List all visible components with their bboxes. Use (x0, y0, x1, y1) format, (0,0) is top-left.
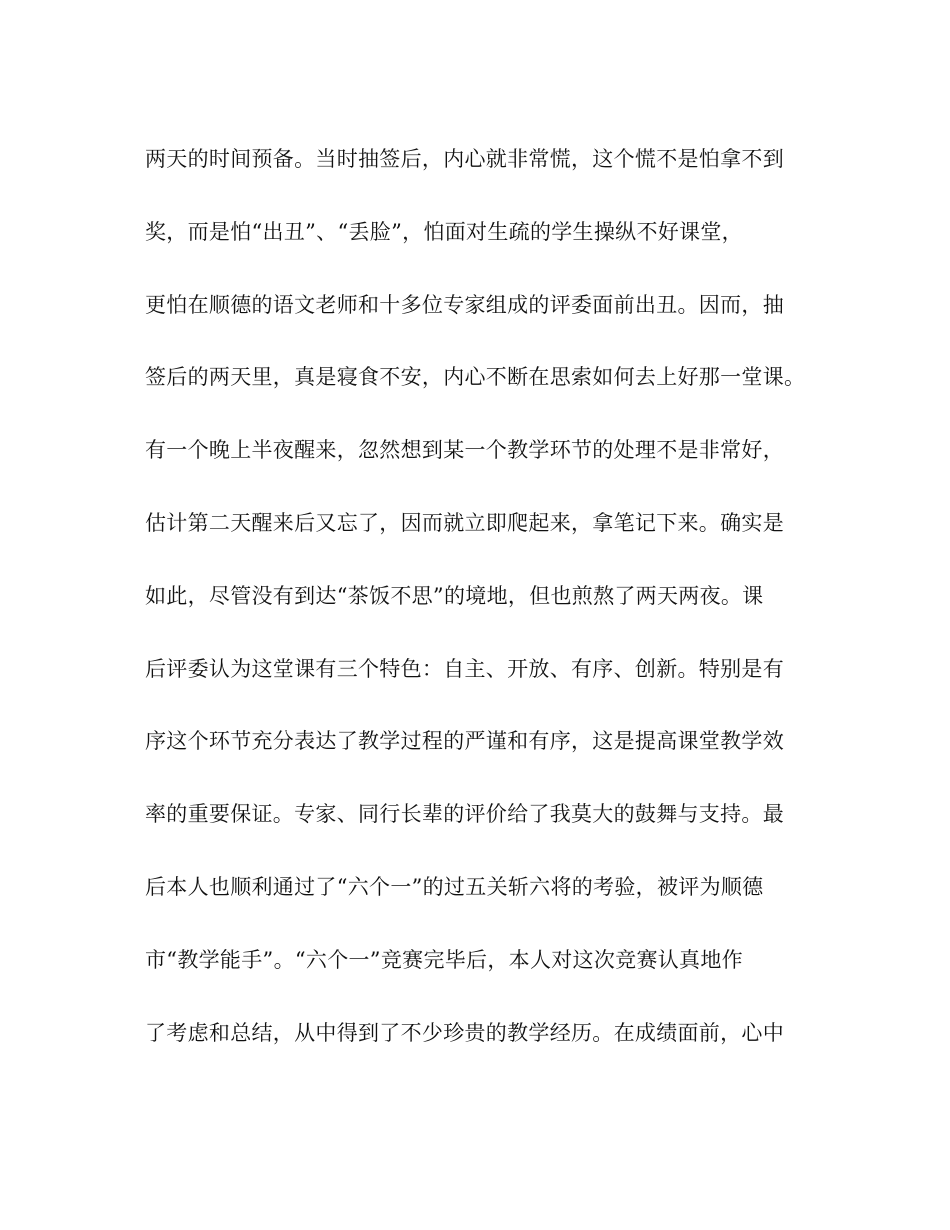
text-line: 序这个环节充分表达了教学过程的严谨和有序，这是提高课堂教学效 (145, 729, 784, 754)
body-text (145, 138, 825, 1084)
text-line: 估计第二天醒来后又忘了，因而就立即爬起来，拿笔记下来。确实是 (145, 510, 784, 535)
text-line: 如此，尽管没有到达“茶饭不思”的境地，但也煎熬了两天两夜。课 (145, 583, 764, 608)
text-line: 率的重要保证。专家、同行长辈的评价给了我莫大的鼓舞与支持。最 (145, 802, 784, 827)
text-line: 了考虑和总结，从中得到了不少珍贵的教学经历。在成绩面前，心中 (145, 1020, 784, 1045)
text-line: 奖，而是怕“出丑”、“丢脸”，怕面对生疏的学生操纵不好课堂， (145, 219, 743, 244)
text-line: 市“教学能手”。“六个一”竞赛完毕后，本人对这次竞赛认真地作 (145, 947, 743, 972)
text-line: 签后的两天里，真是寝食不安，内心不断在思索如何去上好那一堂课。 (145, 365, 806, 390)
text-line: 后本人也顺利通过了“六个一”的过五关斩六将的考验，被评为顺德 (145, 874, 764, 899)
text-line: 两天的时间预备。当时抽签后，内心就非常慌，这个慌不是怕拿不到 (145, 147, 784, 171)
text-line: 更怕在顺德的语文老师和十多位专家组成的评委面前出丑。因而，抽 (145, 292, 784, 317)
text-line: 后评委认为这堂课有三个特色：自主、开放、有序、创新。特别是有 (145, 656, 784, 681)
text-line: 有一个晚上半夜醒来，忽然想到某一个教学环节的处理不是非常好， (145, 438, 784, 463)
